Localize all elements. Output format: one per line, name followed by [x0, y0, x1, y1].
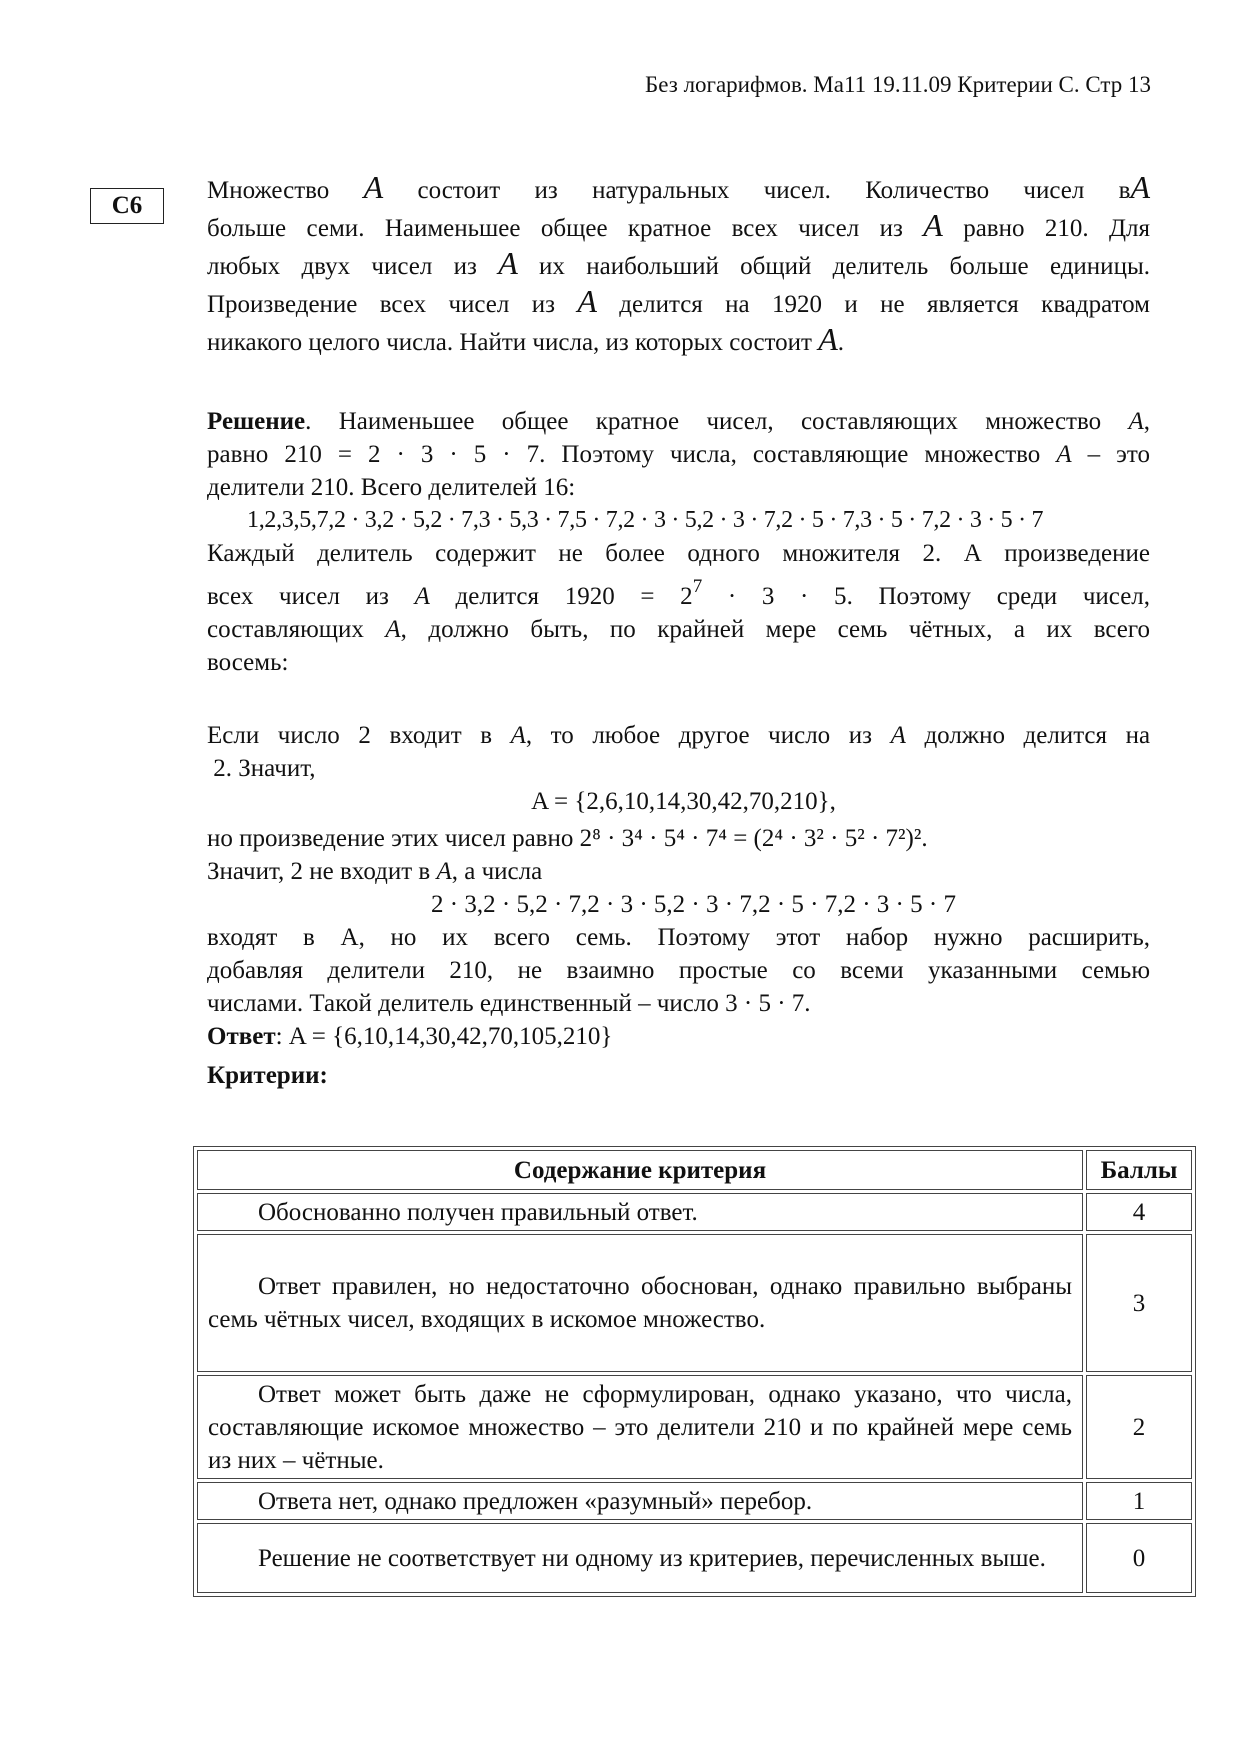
problem-line-5: никакого целого числа. Найти числа, из которых состоит A. [207, 321, 844, 357]
solution-line-3: делители 210. Всего делителей 16: [207, 474, 576, 501]
evens-list: 2 · 3,2 · 5,2 · 7,2 · 3 · 5,2 · 3 · 7,2 · 5 · 7,2 · 3 · 5 · 7 [431, 891, 956, 918]
solution [207, 405, 1150, 1092]
product-line: но произведение этих чисел равно 2⁸ · 3⁴ · 5⁴ · 7⁴ = (2⁴ · 3² · 5² · 7²)². [207, 825, 928, 852]
criteria-table [193, 1146, 1196, 1597]
para2-line-3: составляющих A, должно быть, по крайней мере семь чётных, а их всего [207, 616, 1151, 643]
criteria-header-row [197, 1150, 1192, 1190]
para2-line-2: всех чисел из A делится $1920 = 2^7 \cdot 3 \cdot 5$. Поэтому среди чисел, [207, 575, 1151, 610]
solution-line-2: равно 210 = 2 · 3 · 5 · 7. Поэтому числа, составляющие множество A – это [207, 441, 1151, 468]
page-header: Без логарифмов. Ма11 19.11.09 Критерии С. Стр 13 [645, 72, 1151, 97]
solution-line-1: Решение. Наименьшее общее кратное чисел, составляющих множество A, [207, 408, 1150, 435]
table-row [197, 1375, 1192, 1479]
problem-line-2: больше семи. Наименьшее общее кратное всех чисел из A равно 210. Для [207, 207, 1151, 243]
para5-line-2: добавляя делители 210, не взаимно простые со всеми указанными семью [207, 957, 1150, 984]
para3-line-1: Если число 2 входит в A, то любое другое число из A должно делится на [207, 722, 1151, 749]
table-row [197, 1193, 1192, 1231]
answer-line: Ответ: A = {6,10,14,30,42,70,105,210} [207, 1023, 613, 1050]
table-row [197, 1482, 1192, 1520]
criteria-title: Критерии: [207, 1062, 328, 1089]
para2-line-1: Каждый делитель содержит не более одного множителя 2. А произведение [207, 540, 1150, 567]
problem-line-4: Произведение всех чисел из A делится на 1920 и не является квадратом [207, 283, 1150, 319]
para4-line: Значит, 2 не входит в A, а числа [207, 858, 543, 885]
criterion-score: 0 [1086, 1523, 1192, 1593]
problem-tag: С6 [90, 188, 164, 224]
column-header-content: Содержание критерия [197, 1150, 1083, 1190]
problem-statement [207, 170, 1150, 360]
criterion-score: 2 [1086, 1375, 1192, 1479]
para3-line-2: 2. Значит, [213, 755, 316, 782]
criterion-text: Ответ правилен, но недостаточно обоснован, однако правильно выбраны семь чётных чисел, входящих в искомое множество. [197, 1234, 1083, 1372]
divisors-list: 1,2,3,5,7,2 · 3,2 · 5,2 · 7,3 · 5,3 · 7,5 · 7,2 · 3 · 5,2 · 3 · 7,2 · 5 · 7,3 · 5 · 7,2 · 3 · 5 · 7 [247, 507, 1044, 533]
criterion-score: 4 [1086, 1193, 1192, 1231]
solution-label: Решение [207, 408, 306, 435]
para5-line-3: числами. Такой делитель единственный – число 3 · 5 · 7. [207, 990, 811, 1017]
para2-line-4: восемь: [207, 649, 289, 676]
problem-line-3: любых двух чисел из A их наибольший общий делитель больше единицы. [207, 245, 1150, 281]
criterion-score: 3 [1086, 1234, 1192, 1372]
table-row [197, 1234, 1192, 1372]
criterion-text: Решение не соответствует ни одному из критериев, перечисленных выше. [197, 1523, 1083, 1593]
problem-line-1: Множество A состоит из натуральных чисел. Количество чисел вA [207, 169, 1151, 205]
criterion-text: Ответа нет, однако предложен «разумный» перебор. [197, 1482, 1083, 1520]
set-formula-1: A = {2,6,10,14,30,42,70,210}, [531, 788, 836, 815]
column-header-score: Баллы [1086, 1150, 1192, 1190]
table-row [197, 1523, 1192, 1593]
criterion-score: 1 [1086, 1482, 1192, 1520]
answer-label: Ответ [207, 1023, 276, 1050]
criterion-text: Обоснованно получен правильный ответ. [197, 1193, 1083, 1231]
para5-line-1: входят в A, но их всего семь. Поэтому этот набор нужно расширить, [207, 924, 1150, 951]
criterion-text: Ответ может быть даже не сформулирован, однако указано, что числа, составляющие искомое множество – это делители 210 и по крайней мере семь из них – чётные. [197, 1375, 1083, 1479]
